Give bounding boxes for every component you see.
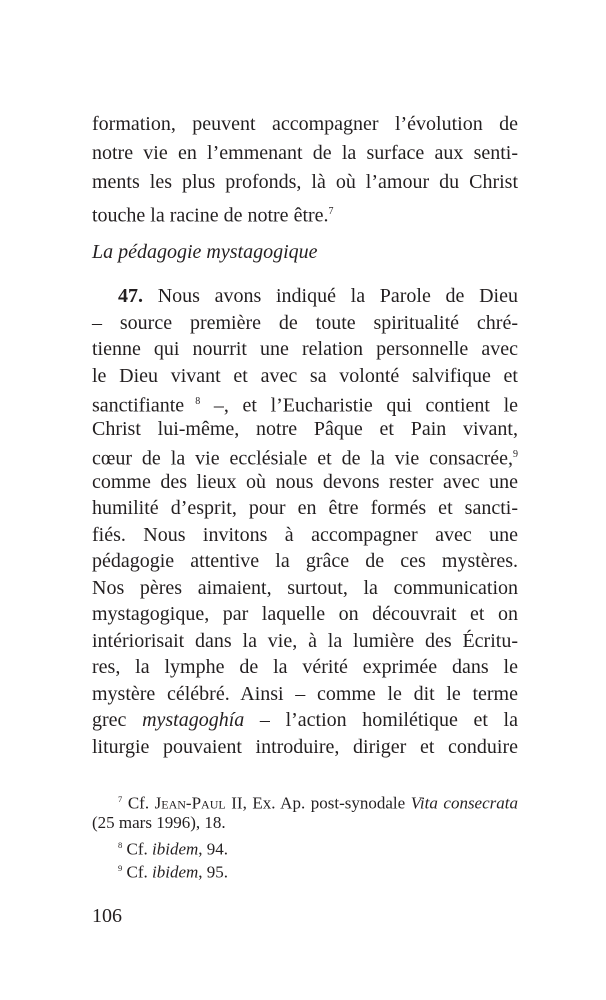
text-line bbox=[92, 707, 518, 734]
text-run: intériorisait dans la vie, à la lumière des Écritu- bbox=[92, 629, 518, 652]
text-run: Vita consecrata bbox=[410, 793, 518, 813]
text-run: liturgie pouvaient introduire, diriger et conduire bbox=[92, 735, 518, 758]
text-line bbox=[92, 416, 518, 443]
text-run: pédagogie attentive la grâce de ces mystères. bbox=[92, 550, 518, 572]
page-number: 106 bbox=[92, 905, 122, 927]
text-run: – source première de toute spiritualité chré- bbox=[92, 311, 518, 334]
text-run: – l’action homilétique et la bbox=[244, 709, 518, 731]
text-line bbox=[92, 495, 518, 522]
text-line bbox=[92, 601, 518, 628]
text-run: fiés. Nous invitons à accompagner avec une bbox=[92, 523, 518, 546]
text-line bbox=[92, 110, 518, 139]
text-run: II, Ex. Ap. post-synodale bbox=[225, 793, 411, 813]
text-run: 47. bbox=[118, 285, 143, 307]
text-run: , 94. bbox=[198, 839, 229, 859]
text-run: Nos pères aimaient, surtout, la communication bbox=[92, 576, 518, 599]
text-run: (25 mars 1996), 18. bbox=[92, 813, 226, 832]
footnote-marker: 7 bbox=[118, 794, 123, 804]
text-run: Cf. bbox=[122, 839, 152, 859]
footnote-marker: 7 bbox=[328, 206, 334, 217]
text-run: ments les plus profonds, là où l’amour du Christ bbox=[92, 171, 518, 193]
text-run: le Dieu vivant et avec sa volonté salvifique et bbox=[92, 364, 518, 387]
text-run: touche la racine de notre être. bbox=[92, 204, 329, 227]
text-line bbox=[92, 168, 518, 197]
text-run: mystère célébré. Ainsi – comme le dit le terme bbox=[92, 682, 518, 705]
text-line bbox=[92, 139, 518, 168]
text-run: ibidem bbox=[152, 862, 199, 882]
text-line bbox=[92, 734, 518, 761]
text-line bbox=[92, 522, 518, 549]
text-line bbox=[92, 389, 518, 416]
footnote-line bbox=[92, 857, 518, 880]
text-run: Jean-Paul bbox=[154, 793, 226, 813]
text-line bbox=[92, 310, 518, 337]
paragraph-continuation bbox=[92, 110, 518, 226]
text-run: , 95. bbox=[198, 862, 229, 882]
text-run: ibidem bbox=[152, 839, 199, 859]
text-run: Christ lui-même, notre Pâque et Pain vivant, bbox=[92, 417, 518, 440]
paragraph-47 bbox=[92, 283, 518, 760]
text-line bbox=[92, 469, 518, 496]
text-line bbox=[92, 442, 518, 469]
text-run: notre vie en l’emmenant de la surface aux senti- bbox=[92, 142, 518, 164]
text-run: grec bbox=[92, 709, 143, 731]
text-line bbox=[92, 575, 518, 602]
text-line bbox=[92, 654, 518, 681]
text-run: cœur de la vie ecclésiale et de la vie consacrée, bbox=[92, 447, 513, 470]
text-run: humilité d’esprit, pour en être formés et sancti- bbox=[92, 497, 518, 519]
footnote-marker: 9 bbox=[513, 449, 518, 460]
text-line bbox=[92, 628, 518, 655]
text-run: Cf. bbox=[122, 862, 152, 882]
text-run: Cf. bbox=[122, 793, 155, 813]
text-run: –, et l’Eucharistie qui contient le bbox=[200, 394, 519, 417]
text-line bbox=[92, 197, 518, 226]
text-line bbox=[92, 681, 518, 708]
footnote-marker: 9 bbox=[118, 863, 123, 873]
text-run: tienne qui nourrit une relation personnelle avec bbox=[92, 338, 518, 360]
text-run: mystagoghía bbox=[142, 709, 245, 731]
text-run: res, la lymphe de la vérité exprimée dans le bbox=[92, 656, 518, 678]
section-heading: La pédagogie mystagogique bbox=[92, 241, 318, 263]
text-run: comme des lieux où nous devons rester avec une bbox=[92, 470, 518, 493]
footnote-line bbox=[92, 811, 518, 834]
text-line bbox=[92, 548, 518, 575]
text-line bbox=[92, 363, 518, 390]
footnote-marker: 8 bbox=[184, 396, 201, 407]
text-run: sanctifiante bbox=[92, 394, 185, 417]
text-run: mystagogique, par laquelle on découvrait et on bbox=[92, 603, 518, 625]
text-run: Nous avons indiqué la Parole de Dieu bbox=[143, 285, 518, 307]
text-line bbox=[92, 336, 518, 363]
footnote-marker: 8 bbox=[118, 840, 123, 850]
text-line bbox=[92, 283, 518, 310]
text-run: formation, peuvent accompagner l’évolution de bbox=[92, 113, 518, 135]
footnote-line bbox=[92, 834, 518, 857]
footnotes bbox=[92, 788, 518, 880]
footnote-line bbox=[92, 788, 518, 811]
